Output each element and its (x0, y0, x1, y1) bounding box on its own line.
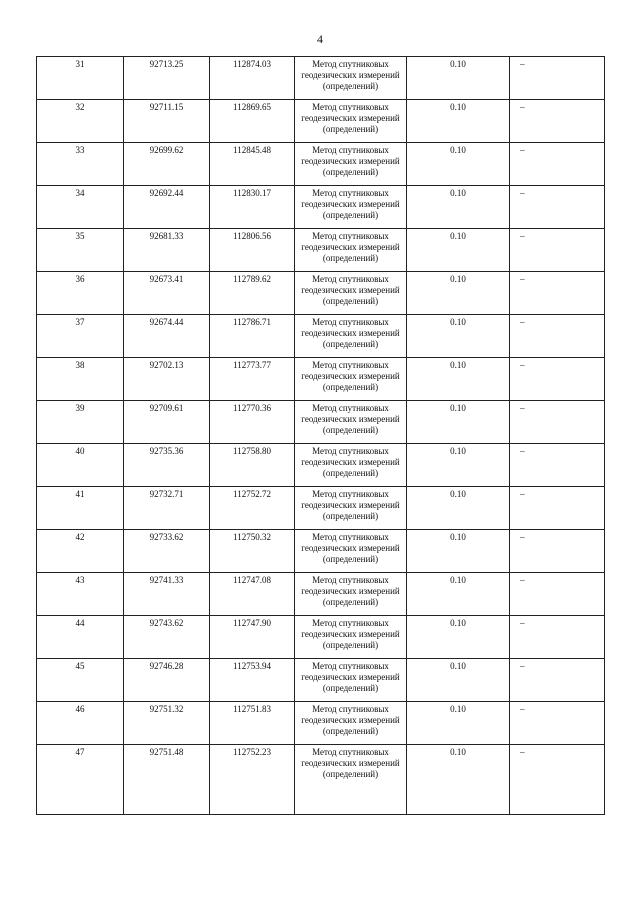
description-cell: – (510, 272, 605, 315)
point-number-cell: 37 (37, 315, 124, 358)
description-cell: – (510, 573, 605, 616)
table-row (37, 186, 605, 229)
y-coordinate-cell: 112786.71 (210, 315, 295, 358)
table-row (37, 143, 605, 186)
description-cell: – (510, 315, 605, 358)
point-number-cell: 40 (37, 444, 124, 487)
x-coordinate-cell: 92711.15 (124, 100, 210, 143)
point-number-cell: 36 (37, 272, 124, 315)
description-cell: – (510, 444, 605, 487)
point-number-cell: 46 (37, 702, 124, 745)
method-cell: Метод спутниковых геодезических измерений (определений) (295, 444, 407, 487)
y-coordinate-cell: 112747.90 (210, 616, 295, 659)
x-coordinate-cell: 92673.41 (124, 272, 210, 315)
point-number-cell: 34 (37, 186, 124, 229)
method-cell: Метод спутниковых геодезических измерений (определений) (295, 315, 407, 358)
accuracy-cell: 0.10 (407, 745, 510, 815)
description-cell: – (510, 57, 605, 100)
table-row (37, 444, 605, 487)
description-cell: – (510, 659, 605, 702)
accuracy-cell: 0.10 (407, 444, 510, 487)
x-coordinate-cell: 92746.28 (124, 659, 210, 702)
description-cell: – (510, 616, 605, 659)
description-cell: – (510, 487, 605, 530)
y-coordinate-cell: 112789.62 (210, 272, 295, 315)
accuracy-cell: 0.10 (407, 272, 510, 315)
table-row (37, 745, 605, 815)
x-coordinate-cell: 92674.44 (124, 315, 210, 358)
y-coordinate-cell: 112869.65 (210, 100, 295, 143)
point-number-cell: 32 (37, 100, 124, 143)
accuracy-cell: 0.10 (407, 487, 510, 530)
accuracy-cell: 0.10 (407, 100, 510, 143)
y-coordinate-cell: 112753.94 (210, 659, 295, 702)
y-coordinate-cell: 112751.83 (210, 702, 295, 745)
y-coordinate-cell: 112752.23 (210, 745, 295, 815)
description-cell: – (510, 186, 605, 229)
point-number-cell: 43 (37, 573, 124, 616)
method-cell: Метод спутниковых геодезических измерений (определений) (295, 487, 407, 530)
table-row (37, 401, 605, 444)
point-number-cell: 33 (37, 143, 124, 186)
table-row (37, 530, 605, 573)
accuracy-cell: 0.10 (407, 530, 510, 573)
y-coordinate-cell: 112874.03 (210, 57, 295, 100)
method-cell: Метод спутниковых геодезических измерений (определений) (295, 659, 407, 702)
y-coordinate-cell: 112806.56 (210, 229, 295, 272)
table-row (37, 573, 605, 616)
accuracy-cell: 0.10 (407, 358, 510, 401)
accuracy-cell: 0.10 (407, 616, 510, 659)
x-coordinate-cell: 92709.61 (124, 401, 210, 444)
description-cell: – (510, 229, 605, 272)
coordinates-table (36, 56, 605, 815)
description-cell: – (510, 530, 605, 573)
method-cell: Метод спутниковых геодезических измерений (определений) (295, 573, 407, 616)
description-cell: – (510, 143, 605, 186)
y-coordinate-cell: 112752.72 (210, 487, 295, 530)
point-number-cell: 39 (37, 401, 124, 444)
y-coordinate-cell: 112830.17 (210, 186, 295, 229)
x-coordinate-cell: 92733.62 (124, 530, 210, 573)
table-row (37, 57, 605, 100)
description-cell: – (510, 100, 605, 143)
method-cell: Метод спутниковых геодезических измерений (определений) (295, 401, 407, 444)
point-number-cell: 47 (37, 745, 124, 815)
point-number-cell: 42 (37, 530, 124, 573)
point-number-cell: 41 (37, 487, 124, 530)
method-cell: Метод спутниковых геодезических измерений (определений) (295, 745, 407, 815)
x-coordinate-cell: 92692.44 (124, 186, 210, 229)
description-cell: – (510, 401, 605, 444)
accuracy-cell: 0.10 (407, 573, 510, 616)
y-coordinate-cell: 112758.80 (210, 444, 295, 487)
table-row (37, 659, 605, 702)
x-coordinate-cell: 92702.13 (124, 358, 210, 401)
description-cell: – (510, 745, 605, 815)
accuracy-cell: 0.10 (407, 186, 510, 229)
method-cell: Метод спутниковых геодезических измерений (определений) (295, 57, 407, 100)
y-coordinate-cell: 112747.08 (210, 573, 295, 616)
table-row (37, 358, 605, 401)
table-row (37, 229, 605, 272)
description-cell: – (510, 702, 605, 745)
method-cell: Метод спутниковых геодезических измерений (определений) (295, 100, 407, 143)
accuracy-cell: 0.10 (407, 315, 510, 358)
accuracy-cell: 0.10 (407, 143, 510, 186)
y-coordinate-cell: 112750.32 (210, 530, 295, 573)
x-coordinate-cell: 92699.62 (124, 143, 210, 186)
point-number-cell: 35 (37, 229, 124, 272)
method-cell: Метод спутниковых геодезических измерений (определений) (295, 272, 407, 315)
x-coordinate-cell: 92735.36 (124, 444, 210, 487)
point-number-cell: 38 (37, 358, 124, 401)
method-cell: Метод спутниковых геодезических измерений (определений) (295, 702, 407, 745)
method-cell: Метод спутниковых геодезических измерений (определений) (295, 143, 407, 186)
x-coordinate-cell: 92732.71 (124, 487, 210, 530)
x-coordinate-cell: 92751.32 (124, 702, 210, 745)
x-coordinate-cell: 92743.62 (124, 616, 210, 659)
method-cell: Метод спутниковых геодезических измерений (определений) (295, 229, 407, 272)
table-row (37, 487, 605, 530)
x-coordinate-cell: 92751.48 (124, 745, 210, 815)
point-number-cell: 31 (37, 57, 124, 100)
y-coordinate-cell: 112770.36 (210, 401, 295, 444)
table-row (37, 315, 605, 358)
accuracy-cell: 0.10 (407, 659, 510, 702)
x-coordinate-cell: 92713.25 (124, 57, 210, 100)
point-number-cell: 44 (37, 616, 124, 659)
y-coordinate-cell: 112773.77 (210, 358, 295, 401)
table-row (37, 616, 605, 659)
accuracy-cell: 0.10 (407, 229, 510, 272)
y-coordinate-cell: 112845.48 (210, 143, 295, 186)
page-number: 4 (317, 32, 323, 46)
method-cell: Метод спутниковых геодезических измерений (определений) (295, 186, 407, 229)
coordinates-table-body (37, 57, 605, 815)
table-row (37, 272, 605, 315)
point-number-cell: 45 (37, 659, 124, 702)
accuracy-cell: 0.10 (407, 401, 510, 444)
accuracy-cell: 0.10 (407, 57, 510, 100)
x-coordinate-cell: 92681.33 (124, 229, 210, 272)
method-cell: Метод спутниковых геодезических измерений (определений) (295, 358, 407, 401)
description-cell: – (510, 358, 605, 401)
method-cell: Метод спутниковых геодезических измерений (определений) (295, 530, 407, 573)
accuracy-cell: 0.10 (407, 702, 510, 745)
table-row (37, 100, 605, 143)
x-coordinate-cell: 92741.33 (124, 573, 210, 616)
method-cell: Метод спутниковых геодезических измерений (определений) (295, 616, 407, 659)
table-row (37, 702, 605, 745)
